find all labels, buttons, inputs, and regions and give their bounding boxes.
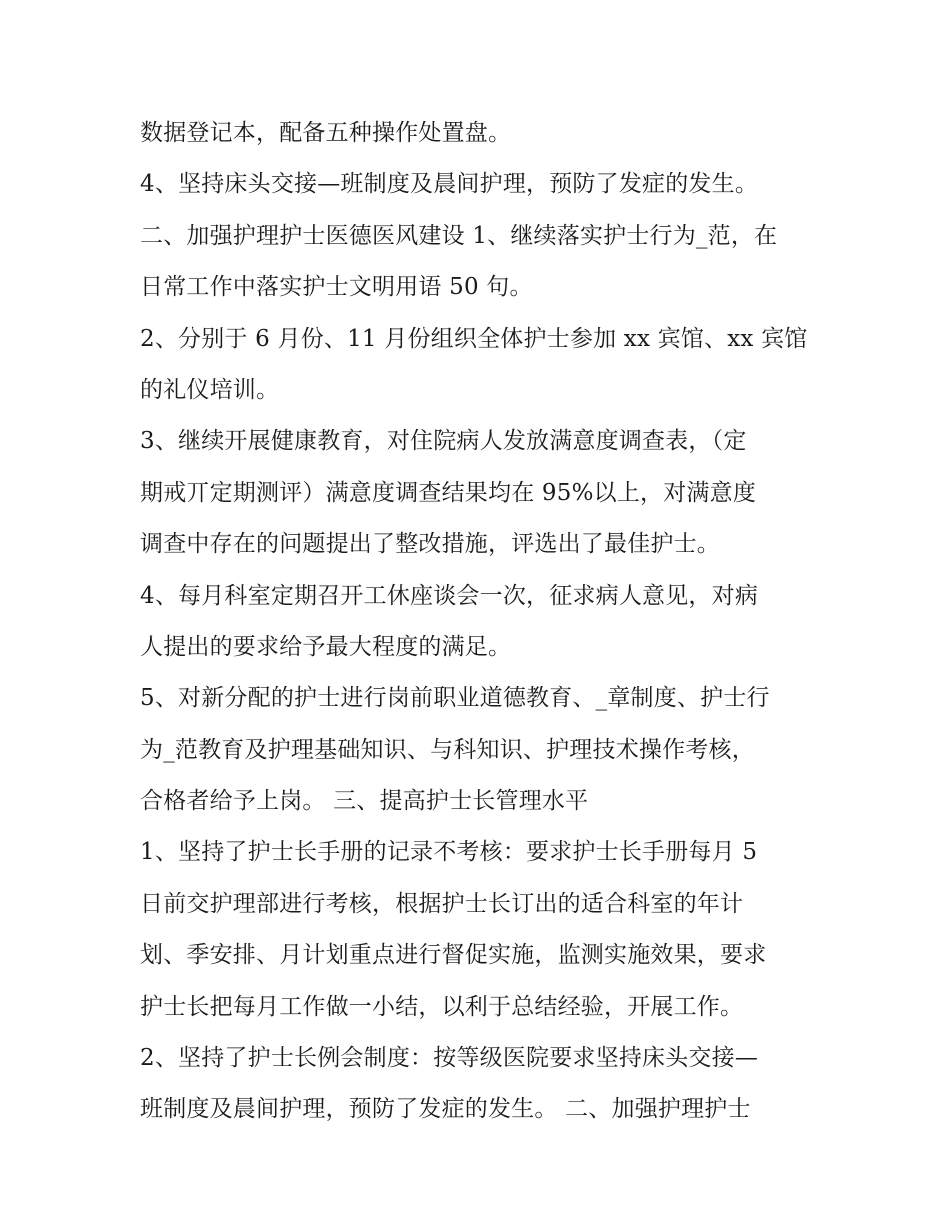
text-line: 4、每月科室定期召开工休座谈会一次，征求病人意见，对病 (140, 582, 759, 609)
text-line: 合格者给予上岗。 三、提高护士长管理水平 (140, 788, 589, 815)
text-line: 护士长把每月工作做一小结，以利于总结经验，开展工作。 (140, 993, 744, 1020)
text-line: 期戒丌定期测评）满意度调查结果均在 95%以上，对满意度 (140, 479, 757, 506)
text-line: 日前交护理部进行考核，根据护士长订出的适合科室的年计 (140, 890, 744, 917)
text-line: 人提出的要求给予最大程度的满足。 (140, 633, 512, 660)
text-line: 调查中存在的问题提出了整改措施，评选出了最佳护士。 (140, 531, 720, 558)
text-line: 1、坚持了护士长手册的记录不考核：要求护士长手册每月 5 (140, 839, 758, 866)
text-line: 5、对新分配的护士进行岗前职业道德教育、_章制度、护士行 (140, 685, 770, 712)
document-body (140, 108, 820, 1136)
text-line: 二、加强护理护士医德医风建设 1、继续落实护士行为_范，在 (140, 222, 778, 249)
text-line: 的礼仪培训。 (140, 376, 280, 403)
text-line: 数据登记本，配备五种操作处置盘。 (140, 120, 512, 146)
text-line: 班制度及晨间护理，预防了发症的发生。 二、加强护理护士 (140, 1096, 751, 1123)
text-line: 2、坚持了护士长例会制度：按等级医院要求坚持床头交接— (140, 1045, 759, 1072)
text-line: 4、坚持床头交接—班制度及晨间护理，预防了发症的发生。 (140, 171, 759, 198)
text-line: 2、分别于 6 月份、11 月份组织全体护士参加 xx 宾馆、xx 宾馆 (140, 325, 808, 352)
text-line: 3、继续开展健康教育，对住院病人发放满意度调查表，（定 (140, 428, 747, 455)
text-line: 划、季安排、月计划重点进行督促实施，监测实施效果，要求 (140, 942, 767, 969)
text-line: 为_范教育及护理基础知识、与科知识、护理技术操作考核， (140, 736, 755, 763)
text-line: 日常工作中落实护士文明用语 50 句。 (140, 274, 533, 301)
